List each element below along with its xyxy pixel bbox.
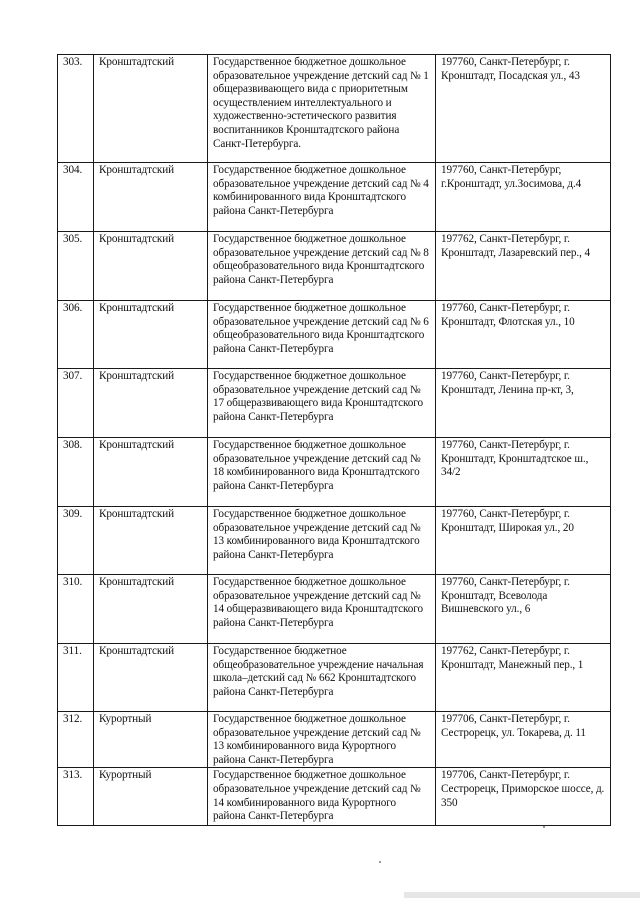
table-row: [58, 369, 611, 438]
address-cell: 197760, Санкт-Петербург, г. Кронштадт, Флотская ул., 10: [436, 301, 611, 369]
scan-edge-artifact: [404, 892, 640, 898]
table-row: [58, 55, 611, 163]
institution-name-cell: Государственное бюджетное дошкольное образовательное учреждение детский сад № 4 комбинированного вида Кронштадтского района Санкт-Петербурга: [208, 163, 436, 232]
district-cell: Кронштадтский: [94, 55, 208, 163]
address-cell: 197760, Санкт-Петербург, г. Кронштадт, Ленина пр-кт, 3,: [436, 369, 611, 438]
row-number: 309.: [58, 507, 94, 575]
table-row: [58, 301, 611, 369]
address-cell: 197760, Санкт-Петербург, г.Кронштадт, ул.Зосимова, д.4: [436, 163, 611, 232]
institution-name-cell: Государственное бюджетное дошкольное образовательное учреждение детский сад № 8 общеобразовательного вида Кронштадтского района Санкт-Петербурга: [208, 232, 436, 301]
address-cell: 197762, Санкт-Петербург, г. Кронштадт, Лазаревский пер., 4: [436, 232, 611, 301]
table-row: [58, 712, 611, 768]
institution-name-cell: Государственное бюджетное дошкольное образовательное учреждение детский сад № 6 общеобразовательного вида Кронштадтского района Санкт-Петербурга: [208, 301, 436, 369]
table-row: [58, 507, 611, 575]
row-number: 305.: [58, 232, 94, 301]
district-cell: Кронштадтский: [94, 301, 208, 369]
address-cell: 197706, Санкт-Петербург, г. Сестрорецк, ул. Токарева, д. 11: [436, 712, 611, 768]
district-cell: Кронштадтский: [94, 438, 208, 507]
institution-name-cell: Государственное бюджетное дошкольное образовательное учреждение детский сад № 18 комбинированного вида Кронштадтского района Санкт-Петербурга: [208, 438, 436, 507]
district-cell: Кронштадтский: [94, 575, 208, 644]
district-cell: Кронштадтский: [94, 644, 208, 712]
table-row: [58, 644, 611, 712]
district-cell: Курортный: [94, 712, 208, 768]
institution-name-cell: Государственное бюджетное дошкольное образовательное учреждение детский сад № 13 комбинированного вида Кронштадтского района Санкт-Петербурга: [208, 507, 436, 575]
row-number: 303.: [58, 55, 94, 163]
row-number: 313.: [58, 768, 94, 826]
row-number: 312.: [58, 712, 94, 768]
institution-name-cell: Государственное бюджетное дошкольное образовательное учреждение детский сад № 14 общеразвивающего вида Кронштадтского района Санкт-Петербурга: [208, 575, 436, 644]
institution-name-cell: Государственное бюджетное дошкольное образовательное учреждение детский сад № 14 комбинированного вида Курортного района Санкт-Петербурга: [208, 768, 436, 826]
table-row: [58, 438, 611, 507]
scan-speck: [379, 861, 381, 863]
table-row: [58, 163, 611, 232]
institutions-table: [57, 54, 611, 826]
district-cell: Кронштадтский: [94, 369, 208, 438]
district-cell: Кронштадтский: [94, 507, 208, 575]
row-number: 304.: [58, 163, 94, 232]
district-cell: Кронштадтский: [94, 163, 208, 232]
row-number: 306.: [58, 301, 94, 369]
row-number: 310.: [58, 575, 94, 644]
address-cell: 197760, Санкт-Петербург, г. Кронштадт, Всеволода Вишневского ул., 6: [436, 575, 611, 644]
institution-name-cell: Государственное бюджетное общеобразовательное учреждение начальная школа–детский сад № 662 Кронштадтского района Санкт-Петербурга: [208, 644, 436, 712]
address-cell: 197706, Санкт-Петербург, г. Сестрорецк, Приморское шоссе, д. 350: [436, 768, 611, 826]
district-cell: Кронштадтский: [94, 232, 208, 301]
address-cell: 197760, Санкт-Петербург, г. Кронштадт, Посадская ул., 43: [436, 55, 611, 163]
row-number: 311.: [58, 644, 94, 712]
table-row: [58, 232, 611, 301]
scan-speck: [543, 826, 545, 828]
institution-name-cell: Государственное бюджетное дошкольное образовательное учреждение детский сад № 13 комбинированного вида Курортного района Санкт-Петербурга: [208, 712, 436, 768]
institution-name-cell: Государственное бюджетное дошкольное образовательное учреждение детский сад № 1 общеразвивающего вида с приоритетным осуществлением интеллектуального и художественно-эстетического развития воспитанников Кронштадтского района Санкт-Петербурга.: [208, 55, 436, 163]
address-cell: 197762, Санкт-Петербург, г. Кронштадт, Манежный пер., 1: [436, 644, 611, 712]
address-cell: 197760, Санкт-Петербург, г. Кронштадт, Широкая ул., 20: [436, 507, 611, 575]
table-row: [58, 768, 611, 826]
institution-name-cell: Государственное бюджетное дошкольное образовательное учреждение детский сад № 17 общеразвивающего вида Кронштадтского района Санкт-Петербурга: [208, 369, 436, 438]
row-number: 307.: [58, 369, 94, 438]
address-cell: 197760, Санкт-Петербург, г. Кронштадт, Кронштадтское ш., 34/2: [436, 438, 611, 507]
row-number: 308.: [58, 438, 94, 507]
table-row: [58, 575, 611, 644]
district-cell: Курортный: [94, 768, 208, 826]
